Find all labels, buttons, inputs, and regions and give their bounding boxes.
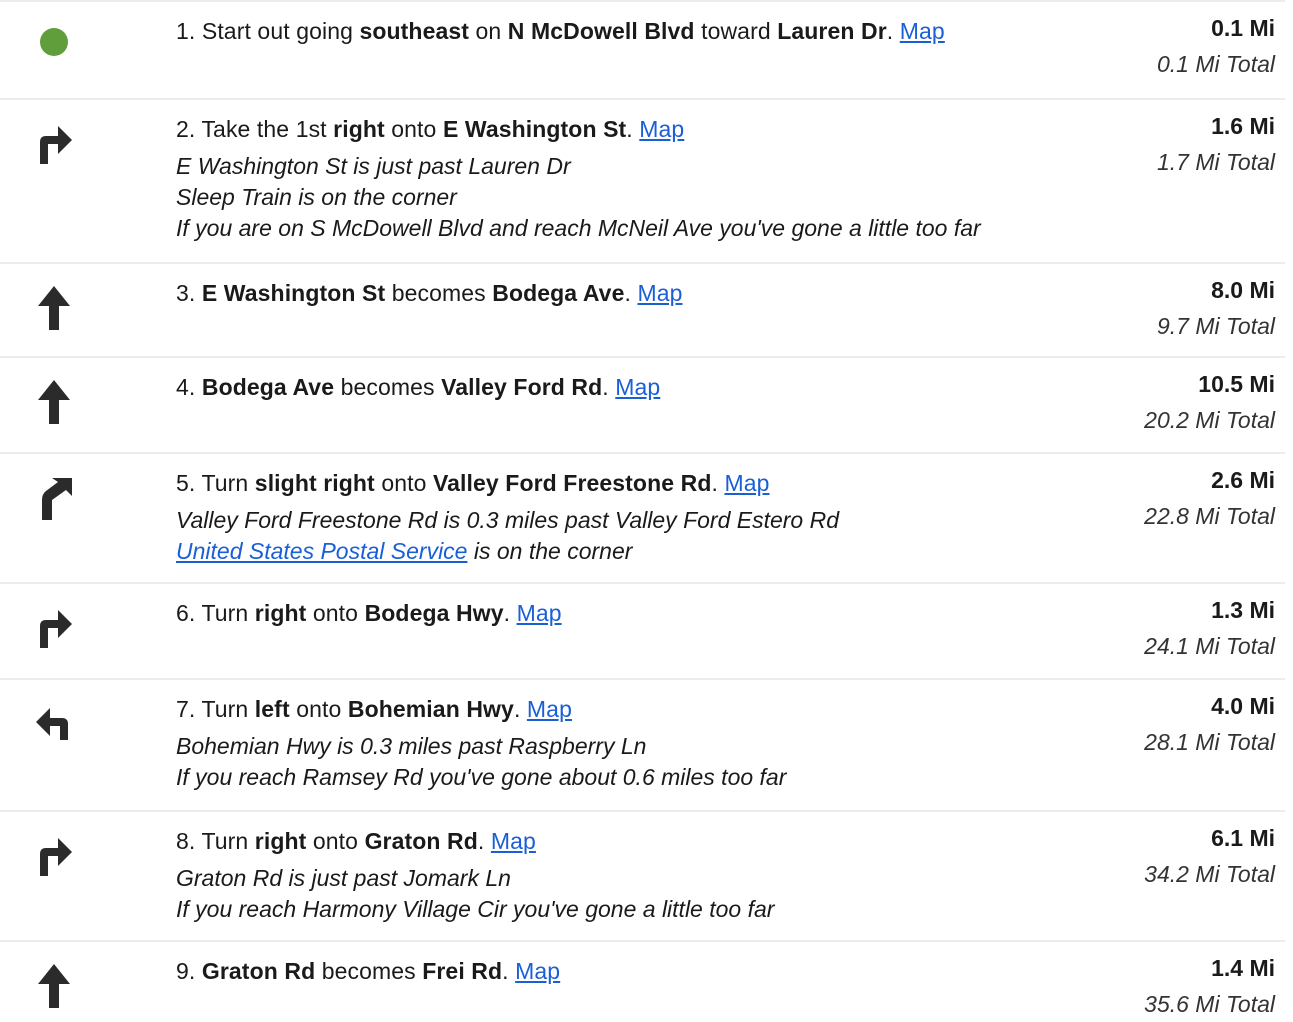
turn-right-icon: [32, 832, 76, 880]
road-or-maneuver: right: [254, 600, 307, 626]
note-text: If you reach Ramsey Rd you've gone about 0.6 miles too far: [176, 764, 787, 790]
instruction-text: on: [469, 18, 508, 44]
note-text: If you reach Harmony Village Cir you've gone a little too far: [176, 896, 775, 922]
step-distance: [1075, 950, 1275, 1022]
total-distance: 24.1 Mi Total: [1144, 633, 1275, 659]
step-instruction: [176, 372, 1076, 403]
step-main-text: [176, 16, 1076, 47]
instruction-text: 3.: [176, 280, 202, 306]
total-distance: 9.7 Mi Total: [1156, 313, 1275, 339]
road-or-maneuver: E Washington St: [442, 116, 627, 142]
step-main-text: [176, 114, 1076, 145]
step-instruction: [176, 694, 1076, 793]
map-link[interactable]: Map: [516, 600, 562, 626]
leg-distance: 8.0 Mi: [1211, 277, 1275, 303]
step-instruction: [176, 468, 1076, 567]
leg-distance: 10.5 Mi: [1198, 371, 1275, 397]
direction-step: [0, 356, 1285, 452]
instruction-text: becomes: [315, 958, 423, 984]
instruction-text: .: [626, 116, 640, 142]
instruction-text: onto: [306, 600, 365, 626]
step-instruction: [176, 956, 1076, 987]
map-link[interactable]: Map: [637, 280, 683, 306]
instruction-text: .: [513, 696, 527, 722]
map-link[interactable]: Map: [615, 374, 661, 400]
leg-distance: 4.0 Mi: [1211, 693, 1275, 719]
direction-step: [0, 98, 1285, 262]
map-link[interactable]: Map: [515, 958, 561, 984]
total-distance: 35.6 Mi Total: [1144, 991, 1275, 1017]
road-or-maneuver: Valley Ford Freestone Rd: [432, 470, 712, 496]
map-link[interactable]: Map: [526, 696, 572, 722]
step-main-text: [176, 278, 1076, 309]
direction-step: [0, 582, 1285, 678]
instruction-text: 1. Start out going: [176, 18, 360, 44]
step-instruction: [176, 826, 1076, 925]
total-distance: 1.7 Mi Total: [1156, 149, 1275, 175]
direction-step: [0, 940, 1285, 1017]
instruction-text: 9.: [176, 958, 202, 984]
instruction-text: 7. Turn: [176, 696, 255, 722]
step-notes: [176, 151, 1076, 244]
instruction-text: becomes: [385, 280, 493, 306]
road-or-maneuver: Graton Rd: [201, 958, 316, 984]
map-link[interactable]: Map: [899, 18, 945, 44]
map-link[interactable]: Map: [490, 828, 536, 854]
leg-distance: 1.6 Mi: [1211, 113, 1275, 139]
step-note: [176, 536, 1076, 567]
instruction-text: toward: [694, 18, 778, 44]
note-text: Bohemian Hwy is 0.3 miles past Raspberry Ln: [176, 733, 647, 759]
slight-right-icon: [32, 474, 76, 522]
note-text: Sleep Train is on the corner: [176, 184, 457, 210]
step-main-text: [176, 956, 1076, 987]
instruction-text: 5. Turn: [176, 470, 255, 496]
turn-left-icon: [32, 700, 76, 748]
instruction-text: .: [624, 280, 638, 306]
instruction-text: 4.: [176, 374, 202, 400]
road-or-maneuver: Frei Rd: [422, 958, 503, 984]
road-or-maneuver: Bohemian Hwy: [347, 696, 514, 722]
step-instruction: [176, 278, 1076, 309]
road-or-maneuver: Bodega Hwy: [364, 600, 504, 626]
step-distance: [1075, 272, 1275, 344]
straight-arrow-icon: [32, 962, 76, 1010]
total-distance: 20.2 Mi Total: [1144, 407, 1275, 433]
road-or-maneuver: slight right: [254, 470, 375, 496]
poi-link[interactable]: United States Postal Service: [176, 538, 468, 564]
step-note: [176, 151, 1076, 182]
leg-distance: 1.4 Mi: [1211, 955, 1275, 981]
instruction-text: .: [477, 828, 491, 854]
leg-distance: 0.1 Mi: [1211, 15, 1275, 41]
note-text: Graton Rd is just past Jomark Ln: [176, 865, 511, 891]
step-main-text: [176, 826, 1076, 857]
instruction-text: 8. Turn: [176, 828, 255, 854]
step-notes: [176, 863, 1076, 925]
direction-step: [0, 452, 1285, 582]
step-note: [176, 863, 1076, 894]
step-note: [176, 213, 1076, 244]
step-main-text: [176, 372, 1076, 403]
step-note: [176, 505, 1076, 536]
map-link[interactable]: Map: [724, 470, 770, 496]
leg-distance: 6.1 Mi: [1211, 825, 1275, 851]
step-distance: [1075, 820, 1275, 892]
instruction-text: .: [886, 18, 900, 44]
total-distance: 28.1 Mi Total: [1144, 729, 1275, 755]
map-link[interactable]: Map: [639, 116, 685, 142]
step-note: [176, 762, 1076, 793]
step-note: [176, 894, 1076, 925]
step-note: [176, 731, 1076, 762]
step-distance: [1075, 108, 1275, 180]
direction-step: [0, 262, 1285, 356]
direction-step: [0, 810, 1285, 940]
turn-right-icon: [32, 604, 76, 652]
instruction-text: 6. Turn: [176, 600, 255, 626]
step-instruction: [176, 598, 1076, 629]
total-distance: 22.8 Mi Total: [1144, 503, 1275, 529]
instruction-text: onto: [384, 116, 443, 142]
step-distance: [1075, 688, 1275, 760]
road-or-maneuver: right: [333, 116, 385, 142]
step-main-text: [176, 468, 1076, 499]
step-instruction: [176, 16, 1076, 47]
step-main-text: [176, 598, 1076, 629]
step-distance: [1075, 10, 1275, 82]
road-or-maneuver: N McDowell Blvd: [507, 18, 695, 44]
step-instruction: [176, 114, 1076, 244]
instruction-text: onto: [289, 696, 348, 722]
direction-step: [0, 678, 1285, 810]
instruction-text: becomes: [334, 374, 442, 400]
leg-distance: 1.3 Mi: [1211, 597, 1275, 623]
turn-right-icon: [32, 120, 76, 168]
road-or-maneuver: left: [254, 696, 290, 722]
instruction-text: 2. Take the 1st: [176, 116, 334, 142]
note-text: is on the corner: [467, 538, 633, 564]
step-notes: [176, 505, 1076, 567]
road-or-maneuver: E Washington St: [201, 280, 386, 306]
instruction-text: .: [602, 374, 616, 400]
road-or-maneuver: Graton Rd: [364, 828, 478, 854]
leg-distance: 2.6 Mi: [1211, 467, 1275, 493]
road-or-maneuver: Bodega Ave: [201, 374, 335, 400]
step-distance: [1075, 462, 1275, 534]
road-or-maneuver: Bodega Ave: [492, 280, 625, 306]
total-distance: 0.1 Mi Total: [1156, 51, 1275, 77]
instruction-text: .: [502, 958, 516, 984]
note-text: Valley Ford Freestone Rd is 0.3 miles past Valley Ford Estero Rd: [176, 507, 840, 533]
road-or-maneuver: Lauren Dr: [777, 18, 887, 44]
total-distance: 34.2 Mi Total: [1144, 861, 1275, 887]
straight-arrow-icon: [32, 284, 76, 332]
start-dot-icon: [32, 16, 76, 64]
note-text: If you are on S McDowell Blvd and reach McNeil Ave you've gone a little too far: [176, 215, 981, 241]
instruction-text: onto: [374, 470, 433, 496]
road-or-maneuver: southeast: [359, 18, 470, 44]
instruction-text: .: [711, 470, 725, 496]
step-distance: [1075, 366, 1275, 438]
step-note: [176, 182, 1076, 213]
step-distance: [1075, 592, 1275, 664]
step-notes: [176, 731, 1076, 793]
road-or-maneuver: right: [254, 828, 307, 854]
direction-step: [0, 0, 1285, 98]
instruction-text: .: [503, 600, 517, 626]
instruction-text: onto: [306, 828, 365, 854]
road-or-maneuver: Valley Ford Rd: [441, 374, 603, 400]
note-text: E Washington St is just past Lauren Dr: [176, 153, 571, 179]
straight-arrow-icon: [32, 378, 76, 426]
step-main-text: [176, 694, 1076, 725]
